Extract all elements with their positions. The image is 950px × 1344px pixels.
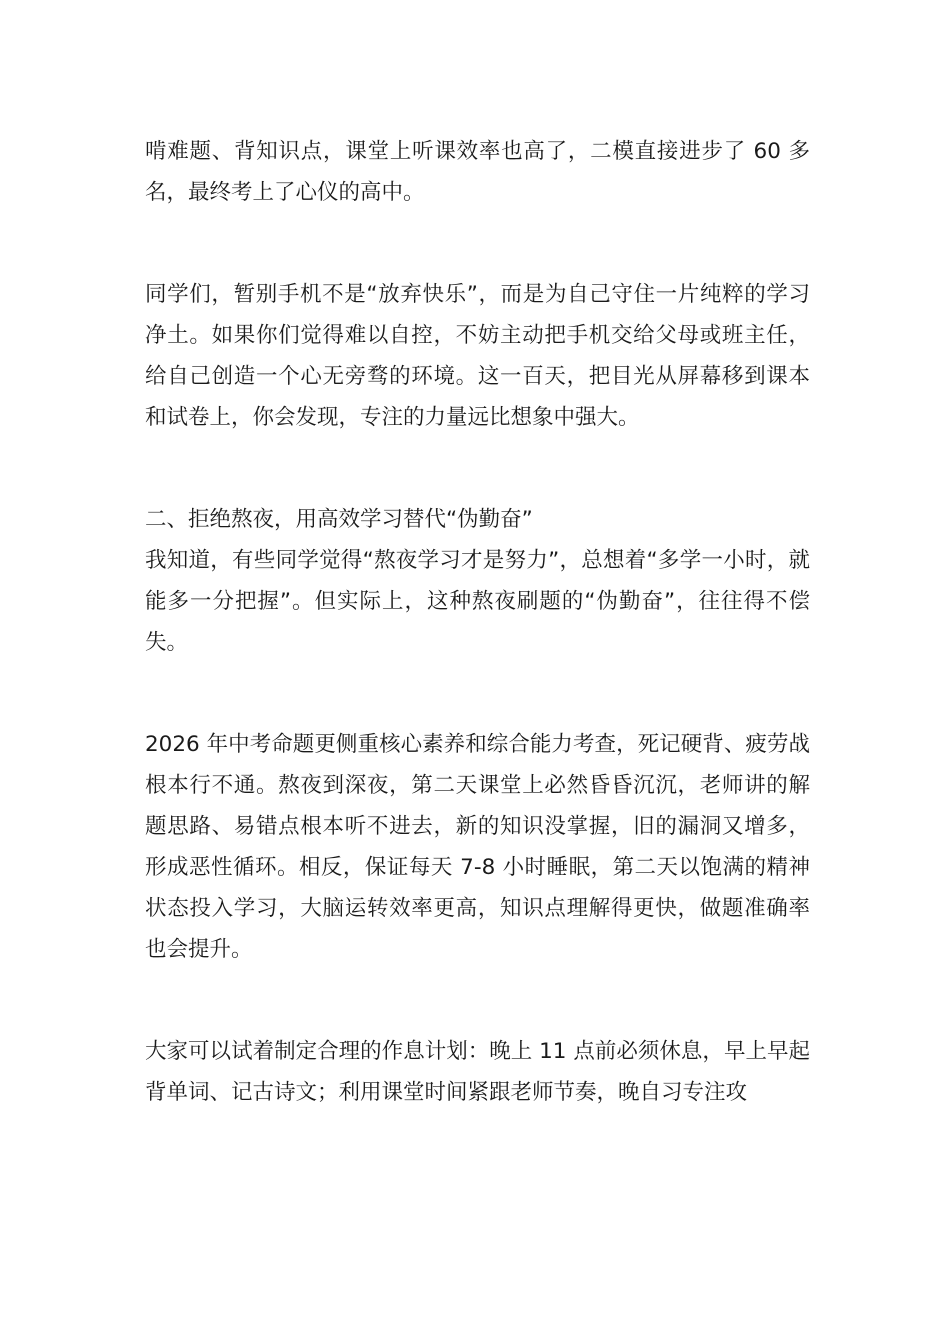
document-body (145, 131, 810, 1113)
paragraph-3: 我知道，有些同学觉得“熬夜学习才是努力”，总想着“多学一小时，就能多一分把握”。但实际上，这种熬夜刷题的“伪勤奋”，往往得不偿失。 (145, 548, 810, 655)
paragraph-spacer (145, 663, 810, 724)
paragraph-4: 2026 年中考命题更侧重核心素养和综合能力考查，死记硬背、疲劳战根本行不通。熬夜到深夜，第二天课堂上必然昏昏沉沉，老师讲的解题思路、易错点根本听不进去，新的知识没掌握，旧的漏洞又增多，形成恶性循环。相反，保证每天 7-8 小时睡眠，第二天以饱满的精神状态投入学习，大脑运转效率更高，知识点理解得更快，做题准确率也会提升。 (145, 732, 810, 962)
paragraph-spacer (145, 213, 810, 274)
paragraph-5: 大家可以试着制定合理的作息计划：晚上 11 点前必须休息，早上早起背单词、记古诗文；利用课堂时间紧跟老师节奏，晚自习专注攻 (145, 1039, 810, 1105)
paragraph-spacer (145, 970, 810, 1031)
paragraph-2: 同学们，暂别手机不是“放弃快乐”，而是为自己守住一片纯粹的学习净土。如果你们觉得难以自控，不妨主动把手机交给父母或班主任，给自己创造一个心无旁骛的环境。这一百天，把目光从屏幕移到课本和试卷上，你会发现，专注的力量远比想象中强大。 (145, 282, 810, 430)
paragraph-1: 啃难题、背知识点，课堂上听课效率也高了，二模直接进步了 60 多名，最终考上了心仪的高中。 (145, 139, 810, 205)
paragraph-spacer (145, 438, 810, 499)
section-heading: 二、拒绝熬夜，用高效学习替代“伪勤奋” (145, 507, 533, 532)
